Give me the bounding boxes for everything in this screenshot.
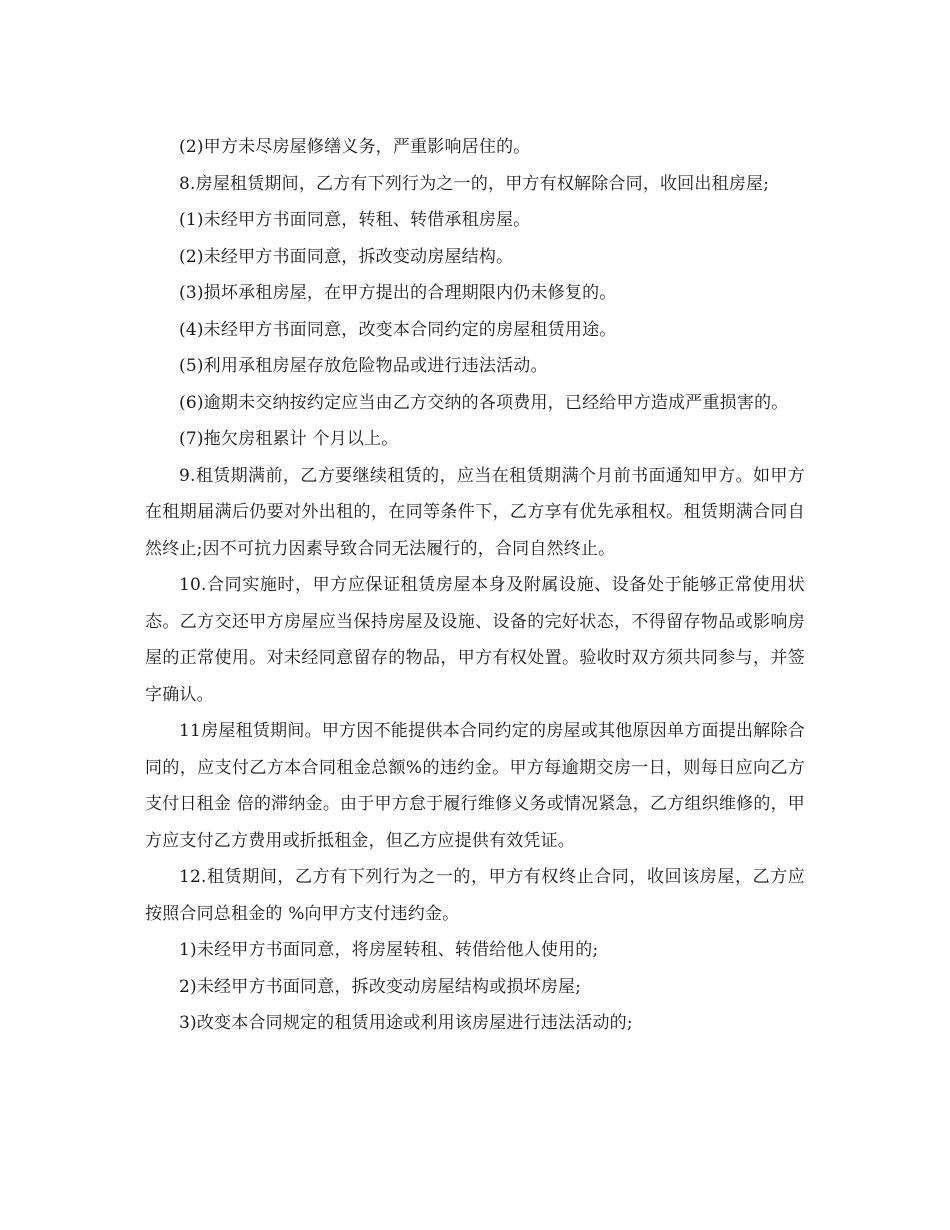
paragraph-clause-11: 11房屋租赁期间。甲方因不能提供本合同约定的房屋或其他原因单方面提出解除合同的，应支付乙方本合同租金总额%的违约金。甲方每逾期交房一日，则每日应向乙方支付日租金 倍的滞纳金。由于甲方怠于履行维修义务或情况紧急，乙方组织维修的，甲方应支付乙方费用或折抵租金，但乙方应提供有效凭证。 <box>145 721 805 851</box>
paragraph-clause-8-6: (6)逾期未交纳按约定应当由乙方交纳的各项费用，已经给甲方造成严重损害的。 <box>179 392 789 413</box>
paragraph-clause-12-1: 1)未经甲方书面同意，将房屋转租、转借给他人使用的; <box>179 940 599 960</box>
paragraph-clause-8-4: (4)未经甲方书面同意，改变本合同约定的房屋租赁用途。 <box>179 319 617 340</box>
paragraph-clause-9: 9.租赁期满前，乙方要继续租赁的，应当在租赁期满个月前书面通知甲方。如甲方在租期届满后仍要对外出租的，在同等条件下，乙方享有优先承租权。租赁期满合同自然终止;因不可抗力因素导致合同无法履行的，合同自然终止。 <box>145 465 805 559</box>
paragraph-clause-8-2: (2)未经甲方书面同意，拆改变动房屋结构。 <box>179 246 514 267</box>
paragraph-clause-8-7: (7)拖欠房租累计 个月以上。 <box>179 429 399 449</box>
paragraph-clause-8: 8.房屋租赁期间，乙方有下列行为之一的，甲方有权解除合同，收回出租房屋; <box>179 173 770 194</box>
paragraph-clause-12-2: 2)未经甲方书面同意，拆改变动房屋结构或损坏房屋; <box>179 976 582 997</box>
document-page <box>145 129 805 1042</box>
paragraph-clause-10: 10.合同实施时，甲方应保证租赁房屋本身及附属设施、设备处于能够正常使用状态。乙方交还甲方房屋应当保持房屋及设施、设备的完好状态，不得留存物品或影响房屋的正常使用。对未经同意留存的物品，甲方有权处置。验收时双方须共同参与，并签字确认。 <box>145 575 805 705</box>
paragraph-clause-7-2: (2)甲方未尽房屋修缮义务，严重影响居住的。 <box>179 137 531 157</box>
paragraph-clause-8-5: (5)利用承租房屋存放危险物品或进行违法活动。 <box>179 356 548 376</box>
paragraph-clause-8-1: (1)未经甲方书面同意，转租、转借承租房屋。 <box>179 210 531 230</box>
paragraph-clause-8-3: (3)损坏承租房屋，在甲方提出的合理期限内仍未修复的。 <box>179 283 617 303</box>
paragraph-clause-12: 12.租赁期间，乙方有下列行为之一的，甲方有权终止合同，收回该房屋，乙方应按照合同总租金的 %向甲方支付违约金。 <box>145 867 805 924</box>
paragraph-clause-12-3: 3)改变本合同规定的租赁用途或利用该房屋进行违法活动的; <box>179 1013 633 1033</box>
